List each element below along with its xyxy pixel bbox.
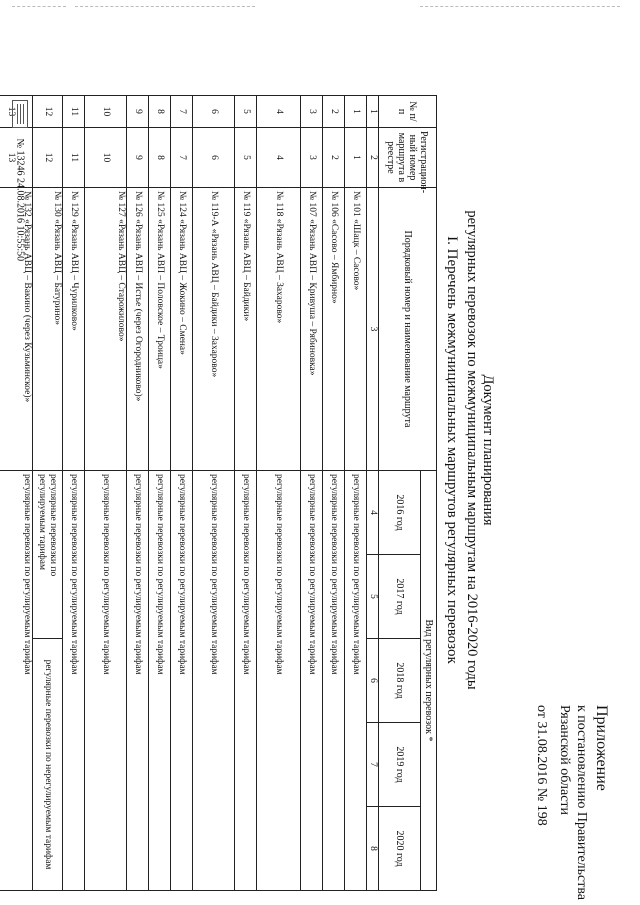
row-route: № 119-А «Рязань АВЦ – Байдики – Захарово» (193, 188, 235, 471)
row-reg: 13 (0, 128, 33, 188)
header-num: № п/п (379, 96, 437, 128)
row-num: 10 (85, 96, 127, 128)
row-reg: 8 (149, 128, 171, 188)
row-types: регулярные перевозки по регулируемым тарифам (127, 471, 149, 891)
col-number: 1 (367, 96, 379, 128)
col-number: 7 (367, 723, 379, 807)
row-route: № 125 «Рязань АВП – Половское – Троица» (149, 188, 171, 471)
header-reg-number: Регистрацион-ный номер маршрута в реестре (379, 128, 437, 188)
table-row (63, 96, 85, 891)
row-reg: 3 (301, 128, 323, 188)
section-title: I. Перечень межмуниципальных маршрутов регулярных перевозок (444, 236, 460, 664)
appendix-decree: к постановлению Правительства (574, 705, 589, 901)
table-row (171, 96, 193, 891)
table-row (127, 96, 149, 891)
col-number: 5 (367, 555, 379, 639)
row-types: регулярные перевозки по регулируемым тарифам (345, 471, 367, 891)
row-reg: 4 (257, 128, 301, 188)
row-route: № 119 «Рязань АВЦ – Байдики» (235, 188, 257, 471)
row-reg: 2 (323, 128, 345, 188)
row-num: 1 (345, 96, 367, 128)
row-route: № 124 «Рязань АВЦ – Жокино – Смена» (171, 188, 193, 471)
header-transport-types: Вид регулярных перевозок * (421, 471, 437, 891)
header-route: Порядковый номер и наименование маршрута (379, 188, 437, 471)
row-route: № 101 «Шацк – Сасово» (345, 188, 367, 471)
row-reg: 1 (345, 128, 367, 188)
col-number: 3 (367, 188, 379, 471)
document-subtitle: регулярных перевозок по межмуниципальным маршрутам на 2016-2020 годы (464, 210, 480, 690)
row-types: регулярные перевозки по регулируемым тарифам (149, 471, 171, 891)
row-reg: 5 (235, 128, 257, 188)
row-num: 8 (149, 96, 171, 128)
column-number-row (367, 96, 379, 891)
row-route: № 129 «Рязань АВЦ – Чурилково» (63, 188, 85, 471)
row-reg: 9 (127, 128, 149, 188)
header-year-2020: 2020 год (379, 807, 421, 891)
row-types: регулярные перевозки по регулируемым тарифам (323, 471, 345, 891)
row-num: 5 (235, 96, 257, 128)
document-title: Документ планирования (480, 374, 496, 526)
header-year-2018: 2018 год (379, 639, 421, 723)
row-num: 9 (127, 96, 149, 128)
col-number: 2 (367, 128, 379, 188)
header-year-2016: 2016 год (379, 471, 421, 555)
row-types-regulated: регулярные перевозки по регулируемым тарифам (33, 471, 63, 639)
table-row (345, 96, 367, 891)
col-number: 4 (367, 471, 379, 555)
appendix-title: Приложение (593, 705, 610, 791)
row-types: регулярные перевозки по регулируемым тарифам (85, 471, 127, 891)
stamp-logo-icon (12, 100, 28, 128)
row-reg: 12 (33, 128, 63, 188)
appendix-region: Рязанской области (557, 705, 572, 816)
table-row (193, 96, 235, 891)
header-year-2017: 2017 год (379, 555, 421, 639)
row-reg: 6 (193, 128, 235, 188)
col-number: 6 (367, 639, 379, 723)
stamp-text: № 13246 24.08.2016 10:55:50 (14, 138, 26, 262)
row-types: регулярные перевозки по регулируемым тарифам (257, 471, 301, 891)
row-types: регулярные перевозки по регулируемым тарифам (235, 471, 257, 891)
row-route: № 130 «Рязань АВЦ – Батурино» (33, 188, 63, 471)
row-route: № 132 «Рязань АВЦ – Вакино (через Кузьминское)» (0, 188, 33, 471)
row-types-unregulated: регулярные перевозки по нерегулируемым тарифам (33, 639, 63, 891)
registration-stamp (12, 100, 28, 261)
header-year-2019: 2019 год (379, 723, 421, 807)
row-num: 11 (63, 96, 85, 128)
row-num: 7 (171, 96, 193, 128)
row-route: № 127 «Рязань АВЦ – Старожилово» (85, 188, 127, 471)
table-row (85, 96, 127, 891)
row-reg: 11 (63, 128, 85, 188)
row-types: регулярные перевозки по регулируемым тарифам (0, 471, 33, 891)
table-row (301, 96, 323, 891)
row-reg: 10 (85, 128, 127, 188)
row-num: 6 (193, 96, 235, 128)
row-route: № 107 «Рязань АВП – Кривуша – Рябиновка» (301, 188, 323, 471)
row-num: 3 (301, 96, 323, 128)
row-types: регулярные перевозки по регулируемым тарифам (63, 471, 85, 891)
row-route: № 106 «Сасово – Ямбирно» (323, 188, 345, 471)
table-row (33, 96, 63, 891)
row-num: 13 (0, 96, 33, 128)
table-row (235, 96, 257, 891)
row-route: № 126 «Рязань АВП – Истье (через Огородниково)» (127, 188, 149, 471)
col-number: 8 (367, 807, 379, 891)
row-route: № 118 «Рязань АВЦ – Захарово» (257, 188, 301, 471)
row-types: регулярные перевозки по регулируемым тарифам (171, 471, 193, 891)
row-num: 4 (257, 96, 301, 128)
routes-table (0, 95, 437, 891)
row-types: регулярные перевозки по регулируемым тарифам (193, 471, 235, 891)
table-row (149, 96, 171, 891)
row-reg: 7 (171, 128, 193, 188)
appendix-block (533, 705, 610, 900)
table-row (257, 96, 301, 891)
row-num: 12 (33, 96, 63, 128)
row-num: 2 (323, 96, 345, 128)
row-types: регулярные перевозки по регулируемым тарифам (301, 471, 323, 891)
appendix-date: от 31.08.2016 № 198 (534, 705, 549, 826)
table-row (323, 96, 345, 891)
